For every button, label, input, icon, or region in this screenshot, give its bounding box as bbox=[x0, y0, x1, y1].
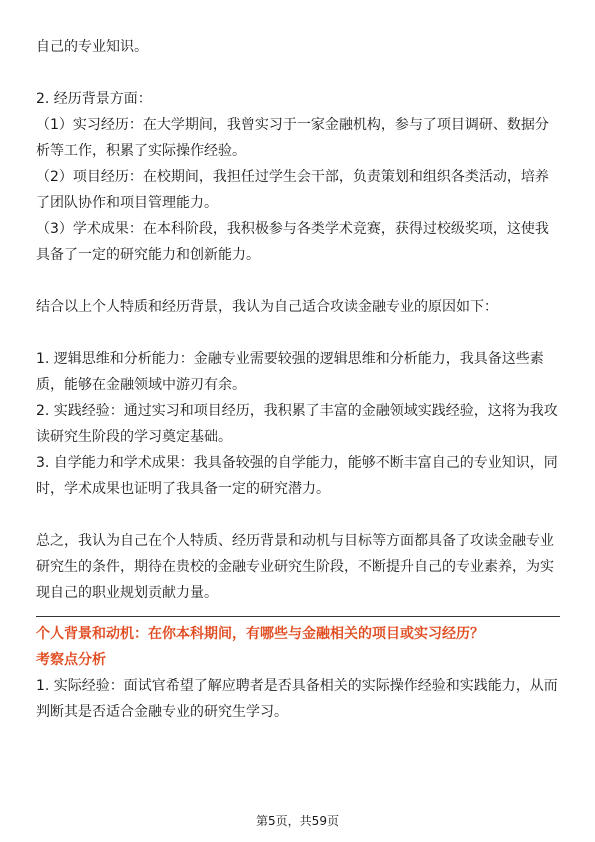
reason-item-practice: 2. 实践经验：通过实习和项目经历，我积累了丰富的金融领域实践经验，这将为我攻读研究生阶段的学习奠定基础。 bbox=[36, 403, 558, 445]
spacer bbox=[36, 320, 560, 346]
experience-heading: 2. 经历背景方面： bbox=[36, 91, 152, 107]
spacer bbox=[36, 502, 560, 528]
document-body bbox=[36, 34, 560, 725]
page-number: 第5页，共59页 bbox=[256, 814, 339, 828]
interview-question: 个人背景和动机：在你本科期间，有哪些与金融相关的项目或实习经历？ bbox=[36, 626, 484, 642]
intro-tail-text: 自己的专业知识。 bbox=[36, 39, 148, 55]
analysis-item: 1. 实际经验：面试官希望了解应聘者是否具备相关的实际操作经验和实践能力，从而判断其是否适合金融专业的研究生学习。 bbox=[36, 678, 558, 720]
experience-item-project: （2）项目经历：在校期间，我担任过学生会干部，负责策划和组织各类活动，培养了团队协作和项目管理能力。 bbox=[36, 169, 549, 211]
experience-item-academic: （3）学术成果：在本科阶段，我积极参与各类学术竞赛，获得过校级奖项，这使我具备了一定的研究能力和创新能力。 bbox=[36, 221, 549, 263]
reason-item-logic: 1. 逻辑思维和分析能力：金融专业需要较强的逻辑思维和分析能力，我具备这些素质，能够在金融领域中游刃有余。 bbox=[36, 351, 544, 393]
spacer bbox=[36, 268, 560, 294]
experience-item-internship: （1）实习经历：在大学期间，我曾实习于一家金融机构，参与了项目调研、数据分析等工作，积累了实际操作经验。 bbox=[36, 117, 549, 159]
reason-item-self-study: 3. 自学能力和学术成果：我具备较强的自学能力，能够不断丰富自己的专业知识，同时，学术成果也证明了我具备一定的研究潜力。 bbox=[36, 455, 558, 497]
section-divider bbox=[36, 616, 560, 617]
spacer bbox=[36, 60, 560, 86]
conclusion-paragraph: 总之，我认为自己在个人特质、经历背景和动机与目标等方面都具备了攻读金融专业研究生的条件，期待在贵校的金融专业研究生阶段，不断提升自己的专业素养，为实现自己的职业规划贡献力量。 bbox=[36, 533, 554, 601]
analysis-label: 考察点分析 bbox=[36, 652, 106, 668]
reasons-intro: 结合以上个人特质和经历背景，我认为自己适合攻读金融专业的原因如下： bbox=[36, 299, 498, 315]
